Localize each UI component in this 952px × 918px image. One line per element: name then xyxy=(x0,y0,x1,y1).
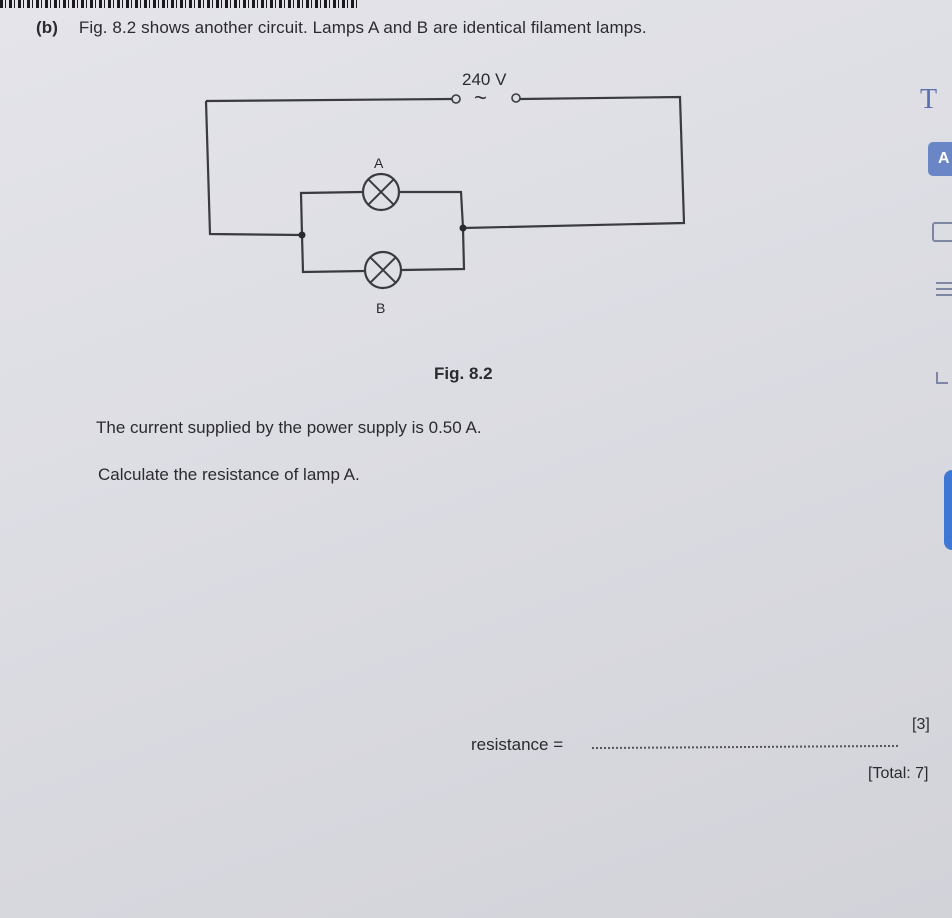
supply-terminal-right xyxy=(512,94,520,102)
chevron-icon[interactable] xyxy=(936,372,948,384)
answer-label: resistance = xyxy=(471,735,564,754)
wire-top-right xyxy=(463,97,684,228)
wire-parallel-top-left xyxy=(301,192,362,235)
lamp-a-label: A xyxy=(374,155,384,171)
wire-left-loop xyxy=(206,101,302,235)
junction-left xyxy=(299,232,306,239)
marks-label: [3] xyxy=(912,716,930,733)
wire-top-left xyxy=(206,99,452,101)
total-marks-label: [Total: 7] xyxy=(868,765,929,782)
menu-icon[interactable] xyxy=(936,282,952,300)
ac-symbol: ~ xyxy=(474,85,487,110)
lamp-b-label: B xyxy=(376,300,386,316)
supply-terminal-left xyxy=(452,95,460,103)
text-tool-icon[interactable]: T xyxy=(920,84,938,115)
supply-voltage-label: 240 V xyxy=(462,70,507,89)
junction-right xyxy=(460,225,467,232)
lamp-a-icon xyxy=(363,174,399,210)
image-tool-icon[interactable] xyxy=(932,222,952,242)
side-panel-tab[interactable] xyxy=(944,470,952,550)
wire-parallel-top-right xyxy=(400,192,463,228)
figure-caption: Fig. 8.2 xyxy=(434,364,493,383)
wire-parallel-bottom-left xyxy=(302,235,364,272)
current-statement: The current supplied by the power supply is 0.50 A. xyxy=(96,418,482,437)
lamp-b-icon xyxy=(365,252,401,288)
calculation-instruction: Calculate the resistance of lamp A. xyxy=(98,465,360,484)
wire-parallel-bottom-right xyxy=(402,228,464,270)
a-tool-icon[interactable]: A xyxy=(928,142,952,176)
question-part-label: (b) xyxy=(36,18,59,37)
question-body: Fig. 8.2 shows another circuit. Lamps A and B are identical filament lamps. xyxy=(78,18,647,37)
